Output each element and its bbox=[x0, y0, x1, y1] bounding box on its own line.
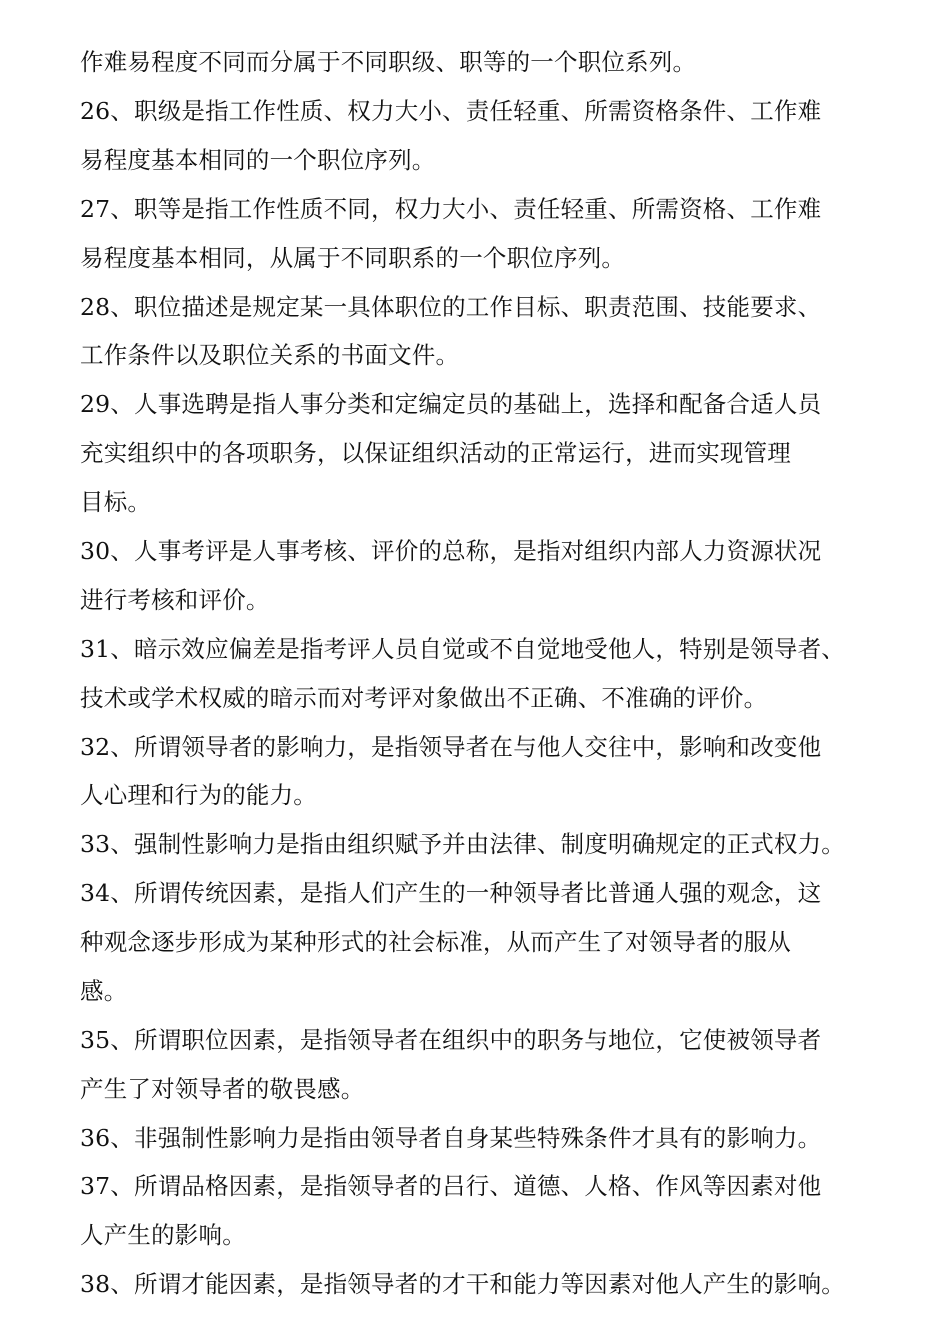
text-line: 28、职位描述是规定某一具体职位的工作目标、职责范围、技能要求、 bbox=[80, 293, 822, 321]
text-line: 产生了对领导者的敬畏感。 bbox=[80, 1075, 365, 1103]
text-line: 37、所谓品格因素，是指领导者的吕行、道德、人格、作风等因素对他 bbox=[80, 1172, 822, 1200]
text-line: 易程度基本相同，从属于不同职系的一个职位序列。 bbox=[80, 244, 626, 272]
text-line: 种观念逐步形成为某种形式的社会标准，从而产生了对领导者的服从 bbox=[80, 928, 791, 956]
text-line: 36、非强制性影响力是指由领导者自身某些特殊条件才具有的影响力。 bbox=[80, 1124, 822, 1152]
text-line: 人产生的影响。 bbox=[80, 1221, 246, 1249]
text-line: 33、强制性影响力是指由组织赋予并由法律、制度明确规定的正式权力。 bbox=[80, 830, 846, 858]
text-line: 作难易程度不同而分属于不同职级、职等的一个职位系列。 bbox=[80, 48, 697, 76]
text-line: 目标。 bbox=[80, 488, 152, 516]
text-line: 易程度基本相同的一个职位序列。 bbox=[80, 146, 436, 174]
text-line: 31、暗示效应偏差是指考评人员自觉或不自觉地受他人，特别是领导者、 bbox=[80, 635, 846, 663]
text-line: 38、所谓才能因素，是指领导者的才干和能力等因素对他人产生的影响。 bbox=[80, 1270, 846, 1298]
text-line: 26、职级是指工作性质、权力大小、责任轻重、所需资格条件、工作难 bbox=[80, 97, 822, 125]
text-line: 32、所谓领导者的影响力，是指领导者在与他人交往中，影响和改变他 bbox=[80, 733, 822, 761]
text-line: 29、人事选聘是指人事分类和定编定员的基础上，选择和配备合适人员 bbox=[80, 390, 822, 418]
text-line: 充实组织中的各项职务，以保证组织活动的正常运行，进而实现管理 bbox=[80, 439, 791, 467]
text-line: 工作条件以及职位关系的书面文件。 bbox=[80, 341, 460, 369]
text-line: 感。 bbox=[80, 977, 128, 1005]
text-line: 技术或学术权威的暗示而对考评对象做出不正确、不准确的评价。 bbox=[80, 684, 768, 712]
text-line: 34、所谓传统因素，是指人们产生的一种领导者比普通人强的观念，这 bbox=[80, 879, 822, 907]
text-line: 35、所谓职位因素，是指领导者在组织中的职务与地位，它使被领导者 bbox=[80, 1026, 822, 1054]
text-line: 进行考核和评价。 bbox=[80, 586, 270, 614]
text-line: 人心理和行为的能力。 bbox=[80, 781, 317, 809]
text-line: 30、人事考评是人事考核、评价的总称，是指对组织内部人力资源状况 bbox=[80, 537, 822, 565]
text-line: 27、职等是指工作性质不同，权力大小、责任轻重、所需资格、工作难 bbox=[80, 195, 822, 223]
